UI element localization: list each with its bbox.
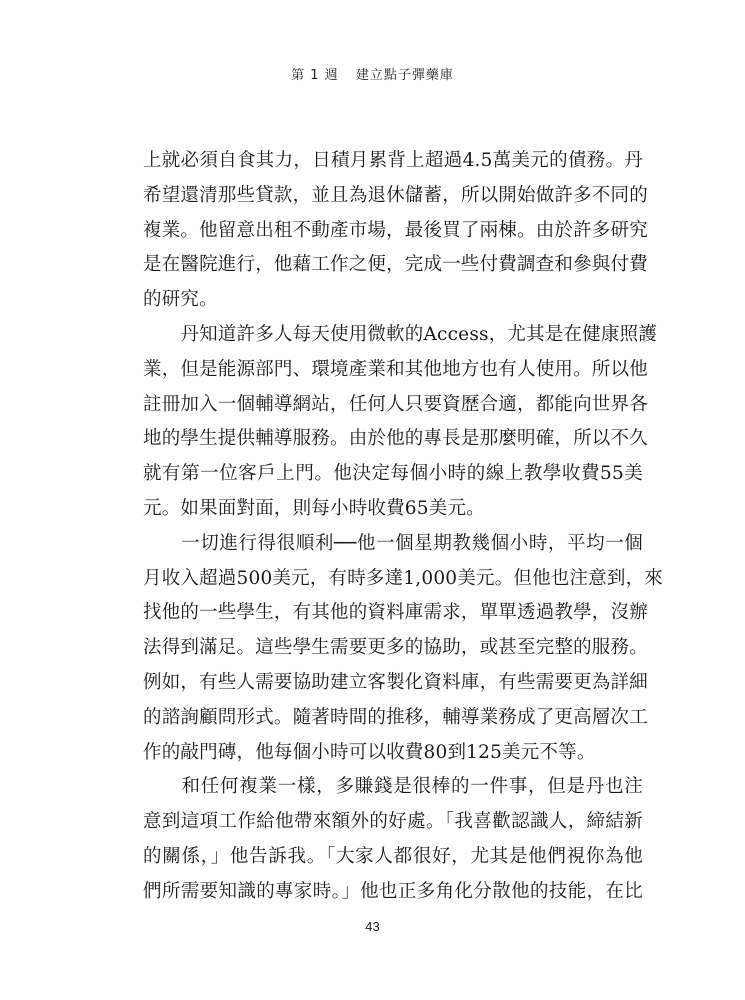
body-text xyxy=(143,144,663,910)
text-line: 是在醫院進行，他藉工作之便，完成一些付費調查和參與付費 xyxy=(143,254,648,276)
text-line: 意到這項工作給他帶來額外的好處。「我喜歡認識人，締結新 xyxy=(143,811,643,833)
text-line: 業，但是能源部門、環境產業和其他地方也有人使用。所以他 xyxy=(143,358,648,380)
text-line: 地的學生提供輔導服務。由於他的專長是那麼明確，所以不久 xyxy=(143,428,648,450)
text-line: 元。如果面對面，則每小時收費65美元。 xyxy=(143,497,485,519)
text-line: 的關係，」他告訴我。「大家人都很好，尤其是他們視你為他 xyxy=(143,845,643,867)
text-line: 註冊加入一個輔導網站，任何人只要資歷合適，都能向世界各 xyxy=(143,393,648,415)
text-line: 希望還清那些貸款，並且為退休儲蓄，所以開始做許多不同的 xyxy=(143,184,648,206)
text-line: 丹知道許多人每天使用微軟的Access，尤其是在健康照護 xyxy=(143,323,658,345)
chapter-title: 建立點子彈藥庫 xyxy=(355,68,454,83)
text-line: 複業。他留意出租不動產市場，最後買了兩棟。由於許多研究 xyxy=(143,219,648,241)
text-line: 的研究。 xyxy=(143,289,218,311)
text-line: 上就必須自食其力，日積月累背上超過4.5萬美元的債務。丹 xyxy=(143,150,643,171)
text-line: 例如，有些人需要協助建立客製化資料庫，有些需要更為詳細 xyxy=(143,671,648,693)
text-line: 就有第一位客戶上門。他決定每個小時的線上教學收費55美 xyxy=(143,463,643,485)
text-line: 一切進行得很順利──他一個星期教幾個小時，平均一個 xyxy=(143,532,643,554)
text-line: 找他的一些學生，有其他的資料庫需求，單單透過教學，沒辦 xyxy=(143,602,648,624)
text-line: 月收入超過500美元，有時多達1,000美元。但他也注意到，來 xyxy=(143,567,663,589)
chapter-label: 第 1 週 xyxy=(291,68,339,83)
text-line: 和任何複業一樣，多賺錢是很棒的一件事，但是丹也注 xyxy=(143,776,643,798)
page-number: 43 xyxy=(365,919,380,934)
text-line: 法得到滿足。這些學生需要更多的協助，或甚至完整的服務。 xyxy=(143,637,648,659)
text-line: 的諮詢顧問形式。隨著時間的推移，輔導業務成了更高層次工 xyxy=(143,706,648,728)
text-line: 們所需要知識的專家時。」他也正多角化分散他的技能，在比 xyxy=(143,880,643,902)
text-line: 作的敲門磚，他每個小時可以收費80到125美元不等。 xyxy=(143,741,596,763)
running-header xyxy=(0,64,745,83)
